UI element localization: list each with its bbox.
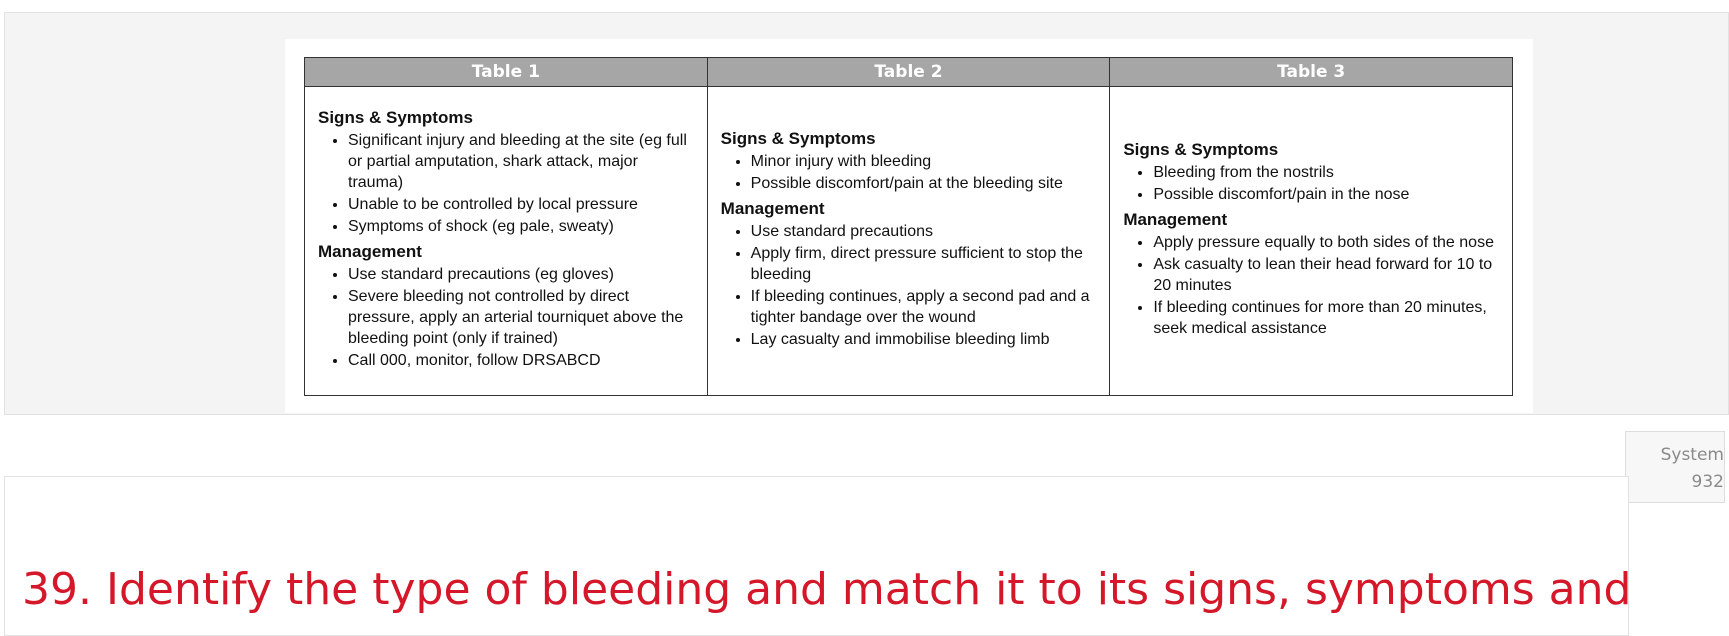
bleeding-tables-image [285, 39, 1533, 413]
table-body-row [305, 87, 1513, 396]
question-title: 39. Identify the type of bleeding and match it to its signs, symptoms and [22, 564, 1632, 615]
list-item: • Minor injury with bleeding [751, 151, 1100, 172]
list-item: • If bleeding continues, apply a second pad and a tighter bandage over the wound [751, 286, 1100, 328]
list-item: • Significant injury and bleeding at the site (eg full or partial amputation, shark attack, major trauma) [348, 130, 697, 193]
list-item: • Lay casualty and immobilise bleeding limb [751, 329, 1100, 350]
table-header-row [305, 58, 1513, 87]
list-item: • Apply firm, direct pressure sufficient to stop the bleeding [751, 243, 1100, 285]
table-2-signs-list [721, 151, 1100, 194]
table-2-management-list [721, 221, 1100, 350]
list-item: • Use standard precautions [751, 221, 1100, 242]
table-1-signs-title: Signs & Symptoms [318, 108, 473, 127]
list-item: • Ask casualty to lean their head forward for 10 to 20 minutes [1153, 254, 1502, 296]
table-3-management-title: Management [1123, 210, 1228, 229]
table-3-heading: Table 3 [1110, 58, 1513, 87]
question-image-panel [4, 12, 1729, 415]
table-1-heading: Table 1 [305, 58, 708, 87]
list-item: • Possible discomfort/pain at the bleeding site [751, 173, 1100, 194]
table-1-management-list [318, 264, 697, 371]
table-3-cell [1110, 87, 1513, 396]
bleeding-comparison-table [304, 57, 1513, 396]
table-1-cell [305, 87, 708, 396]
list-item: • Severe bleeding not controlled by direct pressure, apply an arterial tourniquet above the bleeding point (only if trained) [348, 286, 697, 349]
list-item: • Apply pressure equally to both sides of the nose [1153, 232, 1502, 253]
system-side-tab[interactable] [1625, 431, 1725, 503]
table-3-management-list [1123, 232, 1502, 339]
side-tab-label: System [1660, 445, 1724, 465]
list-item: • Bleeding from the nostrils [1153, 162, 1502, 183]
table-2-signs-title: Signs & Symptoms [720, 129, 876, 148]
list-item: • Symptoms of shock (eg pale, sweaty) [348, 216, 697, 237]
list-item: • Possible discomfort/pain in the nose [1153, 184, 1502, 205]
list-item: • Use standard precautions (eg gloves) [348, 264, 697, 285]
table-1-signs-list [318, 130, 697, 237]
table-3-signs-title: Signs & Symptoms [1123, 140, 1279, 159]
list-item: • If bleeding continues for more than 20 minutes, seek medical assistance [1153, 297, 1502, 339]
table-2-management-title: Management [720, 199, 825, 218]
list-item: • Unable to be controlled by local pressure [348, 194, 697, 215]
table-2-cell [707, 87, 1110, 396]
list-item: • Call 000, monitor, follow DRSABCD [348, 350, 697, 371]
table-2-heading: Table 2 [707, 58, 1110, 87]
side-tab-number: 932 [1691, 472, 1724, 492]
table-3-signs-list [1123, 162, 1502, 205]
table-1-management-title: Management [318, 242, 422, 261]
